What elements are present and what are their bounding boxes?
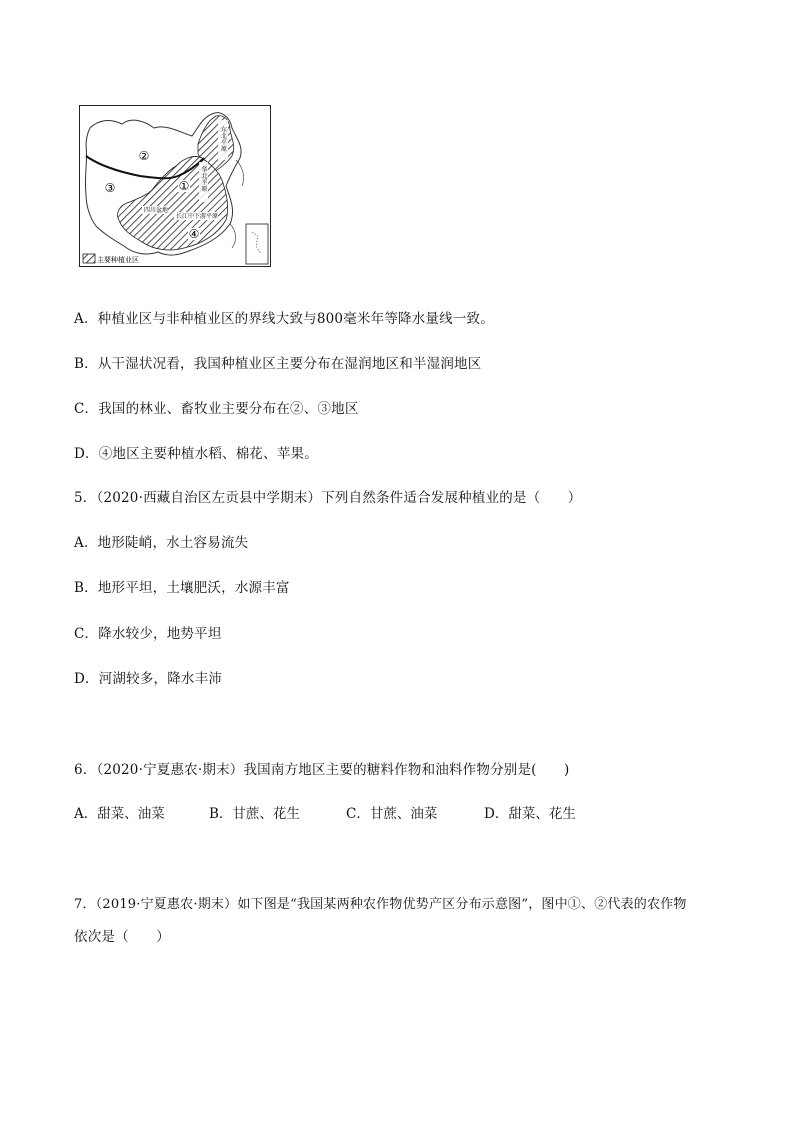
china-map-figure — [79, 105, 271, 267]
legend-label: 主要种植业区 — [97, 256, 139, 264]
q4-option-a: A．种植业区与非种植业区的界线大致与800毫米年等降水量线一致。 — [74, 311, 494, 327]
q5-option-c: C．降水较少，地势平坦 — [74, 626, 222, 642]
region-4-label: ④ — [188, 227, 200, 241]
q4-option-d: D．④地区主要种植水稻、棉花、苹果。 — [74, 446, 318, 462]
q5-option-a: A．地形陡峭，水土容易流失 — [74, 535, 249, 551]
q7-stem-line1: 7．（2019·宁夏惠农·期末）如下图是“我国某两种农作物优势产区分布示意图”，图中①、②代表的农作物 — [74, 897, 687, 912]
china-map-svg — [80, 106, 270, 266]
q6-stem: 6．（2020·宁夏惠农·期末）我国南方地区主要的糖料作物和油料作物分别是( ) — [74, 762, 570, 778]
south-sea-inset — [246, 224, 268, 264]
q4-option-b: B．从干湿状况看，我国种植业区主要分布在湿润地区和半湿润地区 — [74, 356, 482, 372]
yangtze-plain-label: 长江中下游平原 — [176, 213, 219, 220]
q5-stem: 5．（2020·西藏自治区左贡县中学期末）下列自然条件适合发展种植业的是（ ） — [74, 490, 582, 506]
region-1-label: ① — [178, 179, 190, 193]
q5-option-b: B．地形平坦，土壤肥沃，水源丰富 — [74, 580, 290, 596]
region-2-label: ② — [138, 149, 150, 163]
q6-option-b: B．甘蔗、花生 — [209, 806, 300, 822]
sichuan-basin-label: 四川盆地 — [144, 207, 169, 214]
q4-option-c: C．我国的林业、畜牧业主要分布在②、③地区 — [74, 401, 359, 417]
q5-option-d: D．河湖较多，降水丰沛 — [74, 671, 223, 687]
region-3-label: ③ — [104, 181, 116, 195]
north-china-plain-label: 华北平原 — [200, 166, 207, 192]
q6-option-a: A．甜菜、油菜 — [74, 806, 165, 822]
northeast-plain-label: 东北平原 — [219, 126, 227, 152]
q6-option-c: C．甘蔗、油菜 — [346, 806, 438, 822]
legend-swatch — [83, 254, 95, 263]
q6-option-d: D．甜菜、花生 — [484, 806, 576, 822]
q7-stem-line2: 依次是（ ） — [74, 929, 170, 945]
